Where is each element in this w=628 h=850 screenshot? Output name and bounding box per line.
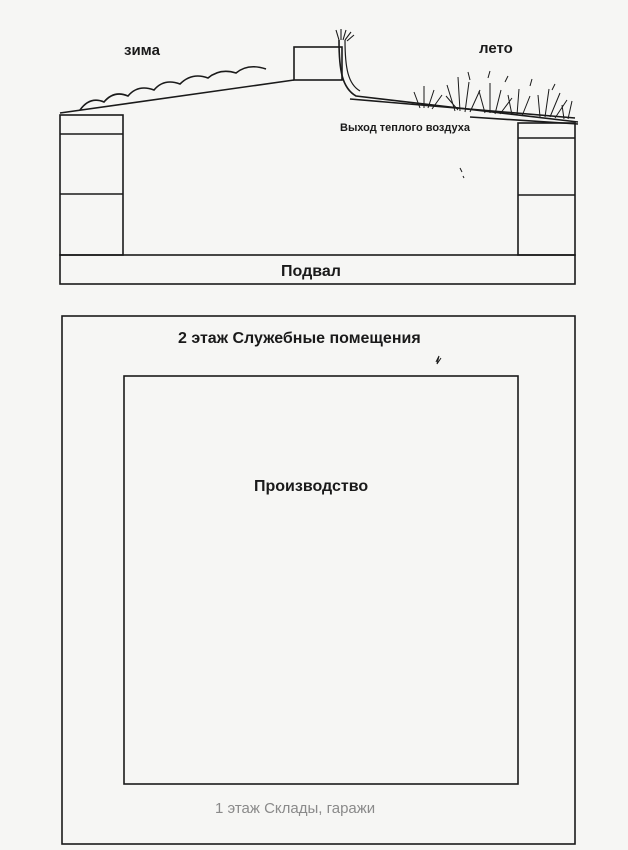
roof-line-left <box>60 80 294 113</box>
outer-building-outline <box>62 316 575 844</box>
right-wall <box>518 123 575 255</box>
floor2-label: 2 этаж Служебные помещения <box>178 330 421 347</box>
floor-plan <box>62 316 575 844</box>
winter-label: зима <box>124 42 160 59</box>
production-area-outline <box>124 376 518 784</box>
warm-air-outlet-label: Выход теплого воздуха <box>340 122 470 134</box>
pencil-mark <box>436 356 441 364</box>
summer-label: лето <box>479 40 513 57</box>
cross-section <box>60 29 578 284</box>
production-label: Производство <box>254 478 369 495</box>
warm-air-pipe-inner <box>345 40 360 91</box>
pipe-tuft <box>336 29 354 41</box>
basement-label: Подвал <box>281 263 341 280</box>
roof-vent <box>294 47 342 80</box>
stray-marks <box>460 168 464 178</box>
floor1-label: 1 этаж Склады, гаражи <box>215 800 376 817</box>
left-wall <box>60 115 123 255</box>
roof-line-right <box>350 99 575 118</box>
